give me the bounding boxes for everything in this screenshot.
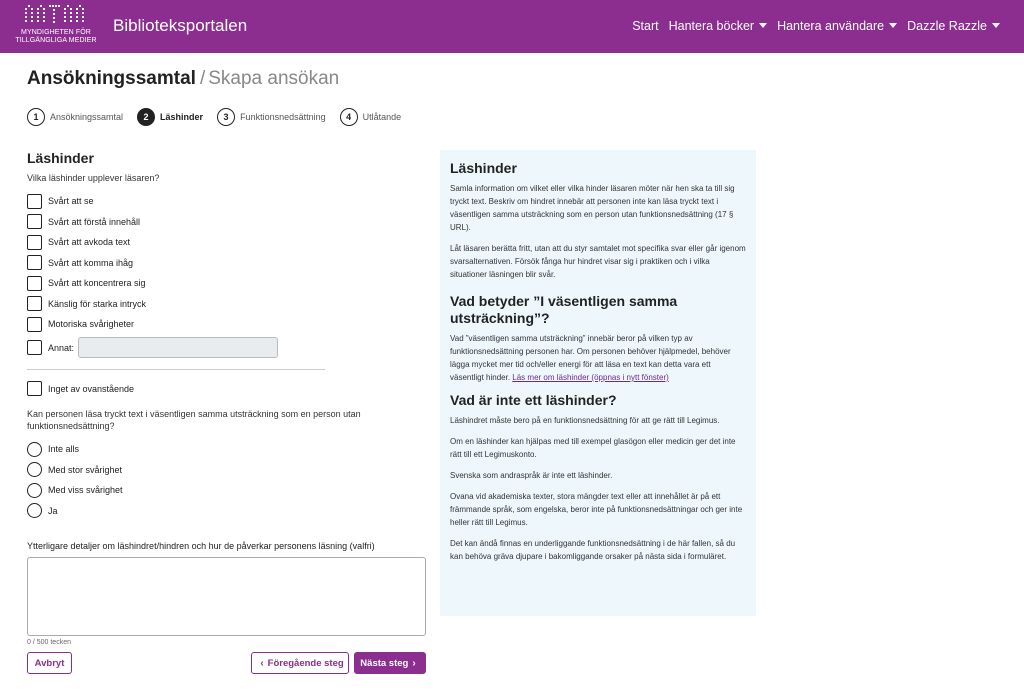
checkbox[interactable] [27,235,42,250]
radio-label: Ja [48,505,58,516]
help-paragraph: Låt läsaren berätta fritt, utan att du styr samtalet mot specifika svar eller går igenom svarsalternativen. Försök fånga hur hindret visar sig i praktiken och i vilka situationer läsningen blir svår. [450,244,746,279]
radio-row[interactable] [27,480,427,501]
step-1-number: 1 [27,108,45,126]
checkbox-label: Svårt att se [48,196,94,207]
radio-button[interactable] [27,503,42,518]
help-paragraph: Samla information om vilket eller vilka hinder läsaren möter när hen ska ta till sig tryckt text. Beskriv om hindret innebär att personen inte kan läsa tryckt text i väsentligen samma utsträckning som en person utan funktionsnedsättning (17 § URL). [450,184,735,232]
caret-down-icon [889,23,897,28]
radio-button[interactable] [27,462,42,477]
previous-step-label: Föregående steg [267,657,344,669]
step-1[interactable] [27,108,123,126]
checkbox[interactable] [27,317,42,332]
nav-start-label: Start [632,19,659,33]
top-navbar [0,0,1024,53]
help-paragraph: Ovana vid akademiska texter, stora mängder text eller att innehållet är på ett främmande språk, som engelska, beror inte på funktionsnedsättningar och ger inte heller rätt till Legimus. [450,492,743,527]
checkbox-row[interactable] [27,294,427,315]
nav-hantera-anvandare[interactable] [777,19,897,33]
nav-user-menu[interactable] [907,19,1000,33]
checkbox-none-label: Inget av ovanstående [48,383,135,394]
step-2-number: 2 [137,108,155,126]
step-3-number: 3 [217,108,235,126]
nav-hantera-bocker[interactable] [669,19,767,33]
question-reading-ability: Kan personen läsa tryckt text i väsentligen samma utsträckning som en person utan funktionsnedsättning? [27,409,361,431]
details-textarea[interactable] [27,557,426,636]
page-title-sub: Skapa ansökan [208,68,340,89]
stepper [27,108,415,126]
help-paragraph: Det kan ändå finnas en underliggande funktionsnedsättning i de här fallen, så du kan behöva gräva djupare i bakomliggande orsaker på nästa sida i formuläret. [450,539,736,561]
page-title-separator: / [199,68,206,89]
details-label: Ytterligare detaljer om läshindret/hindren och hur de påverkar personens läsning (valfri) [27,541,375,551]
checkbox[interactable] [27,214,42,229]
cancel-button-label: Avbryt [34,657,65,669]
help-heading-lashinder: Läshinder [450,160,517,176]
checkbox-label: Svårt att koncentrera sig [48,278,146,289]
step-2[interactable] [137,108,203,126]
step-4-label: Utlåtande [362,112,402,122]
help-paragraph-with-link [450,332,746,384]
checkbox-label: Känslig för starka intryck [48,298,147,309]
caret-down-icon [992,23,1000,28]
char-counter: 0 / 500 tecken [27,639,71,646]
checkbox[interactable] [27,276,42,291]
checkbox-label: Svårt att förstå innehåll [48,216,141,227]
checkbox-label: Svårt att avkoda text [48,237,131,248]
logo-line-2: TILLGÄNGLIGA MEDIER [15,37,97,44]
logo-text [8,29,104,45]
main-nav [622,19,1000,33]
checkbox-row-annat[interactable] [27,335,427,361]
radio-label: Med viss svårighet [48,485,123,496]
step-3[interactable] [217,108,326,126]
brand-title[interactable]: Biblioteksportalen [113,16,248,35]
read-more-link[interactable]: Läs mer om läshinder (öppnas i nytt fönster) [512,373,669,382]
help-paragraph: Om en läshinder kan hjälpas med till exempel glasögon eller medicin ger det inte rätt till ett Legimuskonto. [450,437,736,459]
help-heading-inte-lashinder: Vad är inte ett läshinder? [450,392,617,408]
checkbox-row-none[interactable] [27,379,427,400]
logo-mark-icon [23,4,87,26]
checkbox[interactable] [27,296,42,311]
chevron-left-icon: ‹ [260,657,264,669]
question-lashinder: Vilka läshinder upplever läsaren? [27,173,160,183]
radio-row[interactable] [27,439,427,460]
previous-step-button[interactable] [251,652,349,674]
radio-label: Med stor svårighet [48,464,123,475]
nav-hantera-bocker-label: Hantera böcker [668,19,755,33]
help-paragraph-text: Vad ”väsentligen samma utsträckning” innebär beror på vilken typ av funktionsnedsättning personen har. Om personen behöver hjälpmedel, behöver lägga mycket mer tid och/eller energi för att läsa en text kan detta vara ett väsentligt hinder. [450,334,731,382]
lashinder-form [27,150,427,646]
divider [27,369,325,370]
logo-line-1: MYNDIGHETEN FÖR [21,29,91,36]
checkbox-row[interactable] [27,314,427,335]
chevron-right-icon: › [412,657,416,669]
next-step-label: Nästa steg [360,657,409,669]
checkbox-row[interactable] [27,191,427,212]
checkbox-row[interactable] [27,273,427,294]
checkbox-row[interactable] [27,253,427,274]
radio-button[interactable] [27,442,42,457]
help-paragraph: Läshindret måste bero på en funktionsnedsättning för att ge rätt till Legimus. [450,416,720,425]
radio-row[interactable] [27,460,427,481]
help-panel [440,150,756,616]
caret-down-icon [759,23,767,28]
next-step-button[interactable] [354,652,426,674]
page-title-main: Ansökningssamtal [27,68,196,89]
checkbox-label: Motoriska svårigheter [48,319,135,330]
form-section-title: Läshinder [27,150,94,166]
checkbox-label: Svårt att komma ihåg [48,257,134,268]
cancel-button[interactable] [27,652,72,674]
nav-hantera-anvandare-label: Hantera användare [777,19,885,33]
mtm-logo[interactable] [8,3,104,49]
nav-start[interactable] [632,19,658,33]
step-4-number: 4 [340,108,358,126]
checkbox[interactable] [27,194,42,209]
radio-button[interactable] [27,483,42,498]
step-1-label: Ansökningssamtal [50,112,124,122]
checkbox[interactable] [27,255,42,270]
step-3-label: Funktionsnedsättning [240,112,326,122]
step-2-label: Läshinder [160,112,204,122]
nav-user-label: Dazzle Razzle [907,19,987,33]
page-title [27,68,339,90]
checkbox-annat[interactable] [27,340,42,355]
step-4[interactable] [340,108,402,126]
help-paragraph: Svenska som andraspråk är inte ett läshinder. [450,471,613,480]
radio-row[interactable] [27,501,427,522]
checkbox-annat-label: Annat: [48,342,75,353]
annat-input[interactable] [78,337,278,358]
checkbox-row[interactable] [27,212,427,233]
help-heading-vasentligen: Vad betyder ”I väsentligen samma utsträckning”? [450,293,678,326]
radio-label: Inte alls [48,444,80,455]
checkbox-row[interactable] [27,232,427,253]
checkbox-none[interactable] [27,381,42,396]
